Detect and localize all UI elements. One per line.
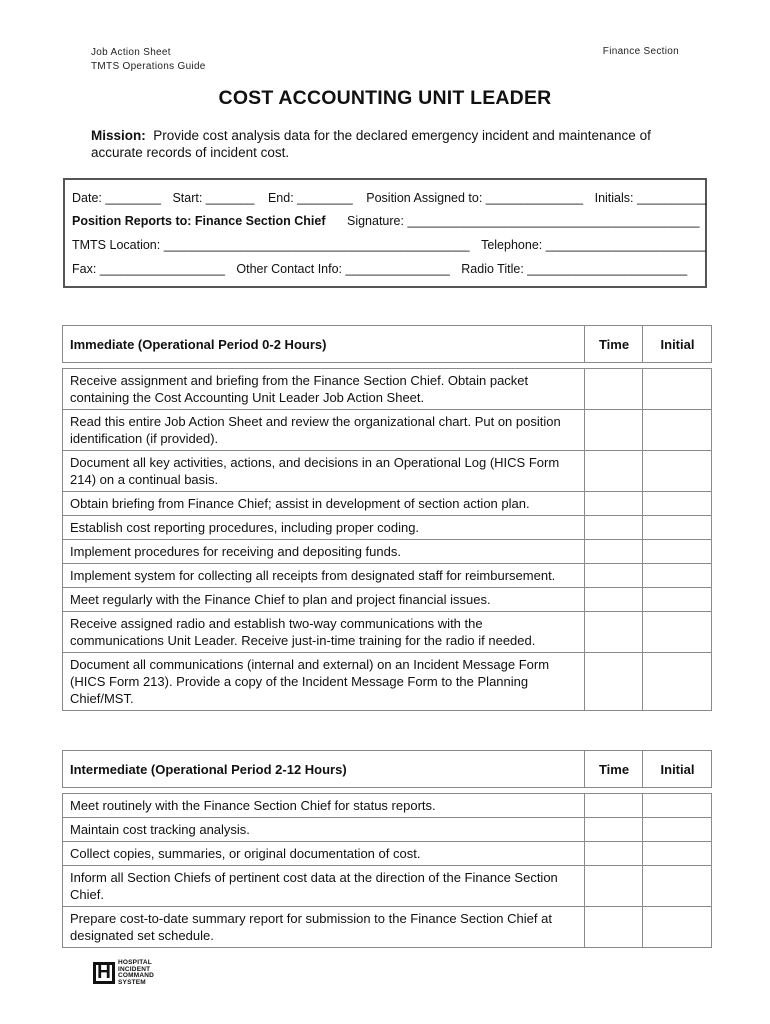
initial-cell[interactable]	[643, 794, 712, 818]
intermediate-task-table	[62, 750, 712, 948]
initial-cell[interactable]	[643, 842, 712, 866]
radio-title-field[interactable]: Radio Title: _______________________	[461, 262, 688, 276]
logo-line: HOSPITAL	[118, 959, 152, 966]
time-cell[interactable]	[585, 612, 643, 653]
telephone-field[interactable]: Telephone: _______________________	[481, 238, 706, 252]
intermediate-heading: Intermediate (Operational Period 2-12 Hours)	[63, 751, 585, 788]
time-cell[interactable]	[585, 451, 643, 492]
other-contact-field[interactable]: Other Contact Info: _______________	[236, 262, 450, 276]
table-row	[63, 516, 712, 540]
intermediate-header-row	[63, 751, 712, 788]
table-row	[63, 410, 712, 451]
time-cell[interactable]	[585, 410, 643, 451]
task-text: Collect copies, summaries, or original documentation of cost.	[63, 842, 585, 866]
initial-cell[interactable]	[643, 540, 712, 564]
location-field[interactable]: TMTS Location: ____________________________________________	[72, 238, 470, 252]
time-column-header: Time	[585, 326, 643, 363]
time-cell[interactable]	[585, 492, 643, 516]
task-text: Maintain cost tracking analysis.	[63, 818, 585, 842]
initial-column-header: Initial	[643, 326, 712, 363]
task-text: Obtain briefing from Finance Chief; assist in development of section action plan.	[63, 492, 585, 516]
initial-cell[interactable]	[643, 516, 712, 540]
time-cell[interactable]	[585, 866, 643, 907]
immediate-heading: Immediate (Operational Period 0-2 Hours)	[63, 326, 585, 363]
time-cell[interactable]	[585, 369, 643, 410]
immediate-header-row	[63, 326, 712, 363]
assignment-info-box	[63, 178, 707, 288]
table-row	[63, 794, 712, 818]
table-row	[63, 818, 712, 842]
table-row	[63, 612, 712, 653]
position-assigned-field[interactable]: Position Assigned to: ______________	[366, 191, 584, 205]
table-row	[63, 492, 712, 516]
task-text: Meet routinely with the Finance Section Chief for status reports.	[63, 794, 585, 818]
hics-logo	[93, 959, 154, 987]
time-cell[interactable]	[585, 794, 643, 818]
time-cell[interactable]	[585, 653, 643, 711]
end-field[interactable]: End: ________	[267, 191, 353, 205]
logo-line: INCIDENT	[118, 965, 151, 973]
start-field[interactable]: Start: _______	[172, 191, 255, 205]
table-row	[63, 540, 712, 564]
date-field[interactable]: Date: ________	[72, 191, 161, 205]
time-cell[interactable]	[585, 564, 643, 588]
info-row-3	[72, 238, 706, 252]
table-row	[63, 907, 712, 948]
mission-statement	[91, 127, 691, 161]
table-row	[63, 451, 712, 492]
fax-field[interactable]: Fax: __________________	[72, 262, 225, 276]
initial-cell[interactable]	[643, 564, 712, 588]
time-cell[interactable]	[585, 842, 643, 866]
initial-cell[interactable]	[643, 818, 712, 842]
time-cell[interactable]	[585, 818, 643, 842]
task-text: Inform all Section Chiefs of pertinent cost data at the direction of the Finance Section Chief.	[63, 866, 585, 907]
time-cell[interactable]	[585, 588, 643, 612]
logo-line: COMMAND	[118, 972, 155, 979]
table-row	[63, 369, 712, 410]
initial-cell[interactable]	[643, 653, 712, 711]
table-row	[63, 653, 712, 711]
time-column-header: Time	[585, 751, 643, 788]
doc-type: Job Action Sheet	[91, 47, 171, 58]
initial-cell[interactable]	[643, 410, 712, 451]
task-text: Establish cost reporting procedures, including proper coding.	[63, 516, 585, 540]
task-text: Read this entire Job Action Sheet and review the organizational chart. Put on position identification (if provided).	[63, 410, 585, 451]
guide-name: TMTS Operations Guide	[91, 61, 206, 72]
header-left	[91, 46, 206, 74]
initial-cell[interactable]	[643, 369, 712, 410]
task-text: Document all key activities, actions, and decisions in an Operational Log (HICS Form 214) on a continual basis.	[63, 451, 585, 492]
hics-logo-mark: H	[93, 962, 115, 984]
time-cell[interactable]	[585, 907, 643, 948]
table-row	[63, 842, 712, 866]
mission-text: Provide cost analysis data for the declared emergency incident and maintenance of accurate records of incident cost.	[91, 128, 651, 160]
page-title: COST ACCOUNTING UNIT LEADER	[218, 87, 552, 109]
initial-cell[interactable]	[643, 492, 712, 516]
reports-to: Position Reports to: Finance Section Chief	[72, 214, 326, 228]
task-text: Document all communications (internal and external) on an Incident Message Form (HICS Form 213). Provide a copy of the Incident Message Form to the Planning Chief/MST.	[63, 653, 585, 711]
initial-cell[interactable]	[643, 907, 712, 948]
table-row	[63, 588, 712, 612]
initial-cell[interactable]	[643, 451, 712, 492]
info-row-2	[72, 214, 699, 228]
hics-logo-words	[118, 960, 154, 986]
task-text: Receive assignment and briefing from the Finance Section Chief. Obtain packet containing the Cost Accounting Unit Leader Job Action Sheet.	[63, 369, 585, 410]
task-text: Implement procedures for receiving and depositing funds.	[63, 540, 585, 564]
section-name: Finance Section	[602, 46, 679, 57]
initial-cell[interactable]	[643, 612, 712, 653]
task-text: Meet regularly with the Finance Chief to plan and project financial issues.	[63, 588, 585, 612]
signature-field[interactable]: Signature: __________________________________________	[346, 214, 700, 228]
info-row-4	[72, 262, 687, 276]
time-cell[interactable]	[585, 540, 643, 564]
initial-cell[interactable]	[643, 866, 712, 907]
table-row	[63, 564, 712, 588]
task-text: Prepare cost-to-date summary report for submission to the Finance Section Chief at designated set schedule.	[63, 907, 585, 948]
task-text: Implement system for collecting all receipts from designated staff for reimbursement.	[63, 564, 585, 588]
table-row	[63, 866, 712, 907]
mission-label: Mission:	[91, 128, 146, 143]
initial-cell[interactable]	[643, 588, 712, 612]
time-cell[interactable]	[585, 516, 643, 540]
logo-line: SYSTEM	[118, 978, 146, 986]
immediate-task-table	[62, 325, 712, 711]
info-row-1	[72, 191, 707, 205]
initials-field[interactable]: Initials: __________	[594, 191, 707, 205]
initial-column-header: Initial	[643, 751, 712, 788]
task-text: Receive assigned radio and establish two-way communications with the communications Unit Leader. Receive just-in-time training for the radio if needed.	[63, 612, 585, 653]
